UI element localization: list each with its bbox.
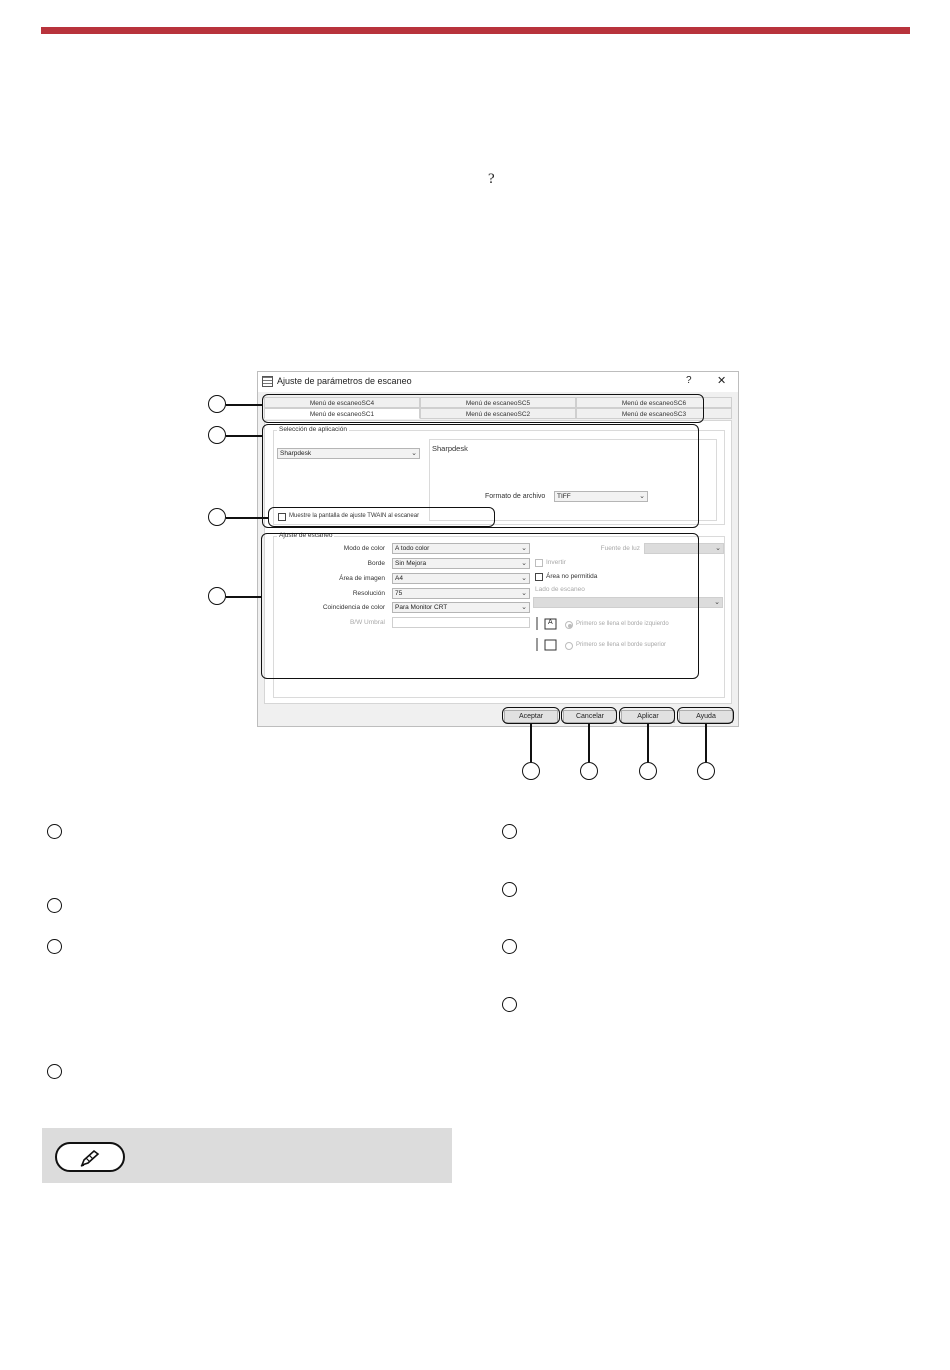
- callout-circle: [208, 587, 226, 605]
- leader-line: [226, 517, 268, 519]
- color-matching-label: Coincidencia de color: [322, 604, 385, 611]
- glyph-a: A: [548, 619, 553, 626]
- resolution-value: 75: [395, 590, 403, 597]
- tab-sc4[interactable]: Menú de escaneoSC4: [264, 397, 420, 408]
- app-value: Sharpdesk: [280, 450, 312, 457]
- leader-line: [530, 724, 532, 762]
- fill-left-label: Primero se llena el borde izquierdo: [576, 621, 669, 627]
- help-button[interactable]: ?: [686, 375, 692, 386]
- invert-label: Invertir: [546, 559, 566, 566]
- file-format-label: Formato de archivo: [485, 493, 546, 500]
- twain-checkbox-label: Muestre la pantalla de ajuste TWAIN al escanear: [289, 513, 420, 519]
- apply-button[interactable]: Aplicar: [621, 710, 675, 723]
- tab-sc5[interactable]: Menú de escaneoSC5: [420, 397, 576, 408]
- scan-side-label: Lado de escaneo: [535, 586, 585, 593]
- scan-settings-label: Ajuste de escaneo: [279, 532, 333, 539]
- file-format-value: TIFF: [557, 493, 571, 500]
- callout-outline-ok: [502, 707, 560, 724]
- tab-sc2[interactable]: Menú de escaneoSC2: [420, 408, 576, 419]
- legend-circle: [502, 882, 517, 897]
- callout-circle: [208, 395, 226, 413]
- sharpdesk-label: Sharpdesk: [432, 444, 468, 453]
- chevron-down-icon: ⌄: [521, 604, 527, 611]
- top-red-rule: [41, 27, 910, 34]
- callout-outline-tabs: [262, 394, 704, 423]
- border-value: Sin Mejora: [395, 560, 427, 567]
- leader-line: [226, 404, 262, 406]
- color-matching-value: Para Monitor CRT: [395, 604, 448, 611]
- callout-outline-apply: [619, 707, 675, 724]
- legend-circle: [47, 1064, 62, 1079]
- tab-sc6[interactable]: Menú de escaneoSC6: [576, 397, 732, 408]
- pencil-icon: [79, 1149, 103, 1167]
- image-area-value: A4: [395, 575, 403, 582]
- leader-line: [226, 596, 261, 598]
- callout-circle: [522, 762, 540, 780]
- callout-outline-twain: [268, 507, 495, 527]
- chevron-down-icon: ⌄: [411, 450, 417, 457]
- color-mode-value: A todo color: [395, 545, 430, 552]
- legend-circle: [47, 898, 62, 913]
- help-mark: ?: [488, 171, 495, 187]
- close-icon[interactable]: ✕: [717, 375, 727, 387]
- image-area-label: Área de imagen: [339, 575, 385, 582]
- legend-circle: [47, 824, 62, 839]
- chevron-down-icon: ⌄: [521, 545, 527, 552]
- ok-button[interactable]: Aceptar: [504, 710, 558, 723]
- legend-circle: [502, 939, 517, 954]
- callout-circle: [639, 762, 657, 780]
- app-icon: [262, 376, 273, 387]
- callout-outline-cancel: [561, 707, 617, 724]
- callout-circle: [208, 426, 226, 444]
- chevron-down-icon: ⌄: [521, 560, 527, 567]
- callout-outline-help: [677, 707, 734, 724]
- callout-circle: [580, 762, 598, 780]
- note-badge: [55, 1142, 125, 1172]
- callout-outline-scan-settings: [261, 533, 699, 679]
- dialog-title: Ajuste de parámetros de escaneo: [277, 376, 412, 386]
- title-bar: [258, 372, 738, 392]
- color-mode-label: Modo de color: [343, 545, 385, 552]
- legend-circle: [502, 824, 517, 839]
- leader-line: [705, 724, 707, 762]
- leader-line: [588, 724, 590, 762]
- app-selection-label: Selección de aplicación: [279, 426, 347, 433]
- note-box: [42, 1128, 452, 1183]
- chevron-down-icon: ⌄: [521, 590, 527, 597]
- help-dialog-button[interactable]: Ayuda: [679, 710, 733, 723]
- callout-circle: [697, 762, 715, 780]
- cancel-button[interactable]: Cancelar: [563, 710, 617, 723]
- legend-circle: [47, 939, 62, 954]
- border-label: Borde: [367, 560, 385, 567]
- callout-circle: [208, 508, 226, 526]
- chevron-down-icon: ⌄: [715, 545, 721, 552]
- tab-sc1[interactable]: Menú de escaneoSC1: [264, 408, 420, 419]
- leader-line: [647, 724, 649, 762]
- chevron-down-icon: ⌄: [521, 575, 527, 582]
- chevron-down-icon: ⌄: [714, 599, 720, 606]
- leader-line: [226, 435, 262, 437]
- light-source-label: Fuente de luz: [600, 545, 640, 552]
- chevron-down-icon: ⌄: [639, 493, 645, 500]
- fill-top-label: Primero se llena el borde superior: [576, 642, 667, 648]
- tab-sc3[interactable]: Menú de escaneoSC3: [576, 408, 732, 419]
- resolution-label: Resolución: [352, 590, 385, 597]
- legend-circle: [502, 997, 517, 1012]
- no-area-label: Área no permitida: [546, 573, 598, 580]
- bw-threshold-label: B/W Umbral: [349, 619, 385, 626]
